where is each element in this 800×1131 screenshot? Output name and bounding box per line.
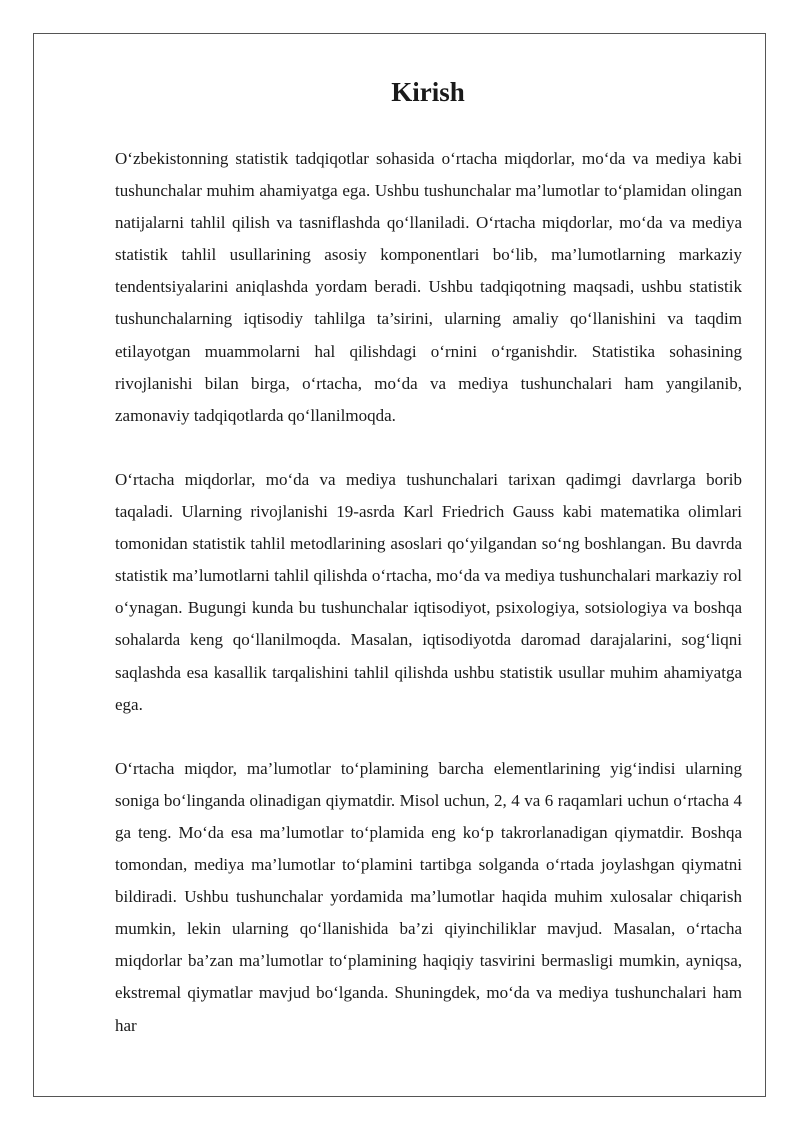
paragraph: O‘zbekistonning statistik tadqiqotlar sohasida o‘rtacha miqdorlar, mo‘da va mediya kabi tushunchalar muhim ahamiyatga ega. Ushbu tushunchalar ma’lumotlar to‘plamidan olingan natijalarni tahlil qilish va tasniflashda qo‘llaniladi. O‘rtacha miqdorlar, mo‘da va mediya statistik tahlil usullarining asosiy komponentlari bo‘lib, ma’lumotlarning markaziy tendentsiyalarini aniqlashda yordam beradi. Ushbu tadqiqotning maqsadi, ushbu statistik tushunchalarning iqtisodiy tahlilga ta’sirini, ularning amaliy qo‘llanishini va taqdim etilayotgan muammolarni hal qilishdagi o‘rnini o‘rganishdir. Statistika sohasining rivojlanishi bilan birga, o‘rtacha, mo‘da va mediya tushunchalari ham yangilanib, zamonaviy tadqiqotlarda qo‘llanilmoqda. bbox=[115, 149, 742, 425]
paragraph: O‘rtacha miqdor, ma’lumotlar to‘plamining barcha elementlarining yig‘indisi ularning soniga bo‘linganda olinadigan qiymatdir. Misol uchun, 2, 4 va 6 raqamlari uchun o‘rtacha 4 ga teng. Mo‘da esa ma’lumotlar to‘plamida eng ko‘p takrorlanadigan qiymatdir. Boshqa tomondan, mediya ma’lumotlar to‘plamini tartibga solganda o‘rtada joylashgan qiymatni bildiradi. Ushbu tushunchalar yordamida ma’lumotlar haqida muhim xulosalar chiqarish mumkin, lekin ularning qo‘llanishida ba’zi qiyinchiliklar mavjud. Masalan, o‘rtacha miqdorlar ba’zan ma’lumotlar to‘plamining haqiqiy tasvirini bermasligi mumkin, ayniqsa, ekstremal qiymatlar mavjud bo‘lganda. Shuningdek, mo‘da va mediya tushunchalari ham har bbox=[115, 758, 742, 1035]
paragraph: O‘rtacha miqdorlar, mo‘da va mediya tushunchalari tarixan qadimgi davrlarga borib taqaladi. Ularning rivojlanishi 19-asrda Karl Friedrich Gauss kabi matematika olimlari tomonidan statistik tahlil metodlarining asoslari qo‘yilgandan so‘ng boshlangan. Bu davrda statistik ma’lumotlarni tahlil qilishda o‘rtacha, mo‘da va mediya tushunchalari markaziy rol o‘ynagan. Bugungi kunda bu tushunchalar iqtisodiyot, psixologiya, sotsiologiya va boshqa sohalarda keng qo‘llanilmoqda. Masalan, iqtisodiyotda daromad darajalarini, sog‘liqni saqlashda esa kasallik tarqalishini tahlil qilishda ushbu statistik usullar muhim ahamiyatga ega. bbox=[115, 469, 742, 714]
page-title: Kirish bbox=[391, 77, 465, 107]
document-body bbox=[115, 143, 742, 1042]
